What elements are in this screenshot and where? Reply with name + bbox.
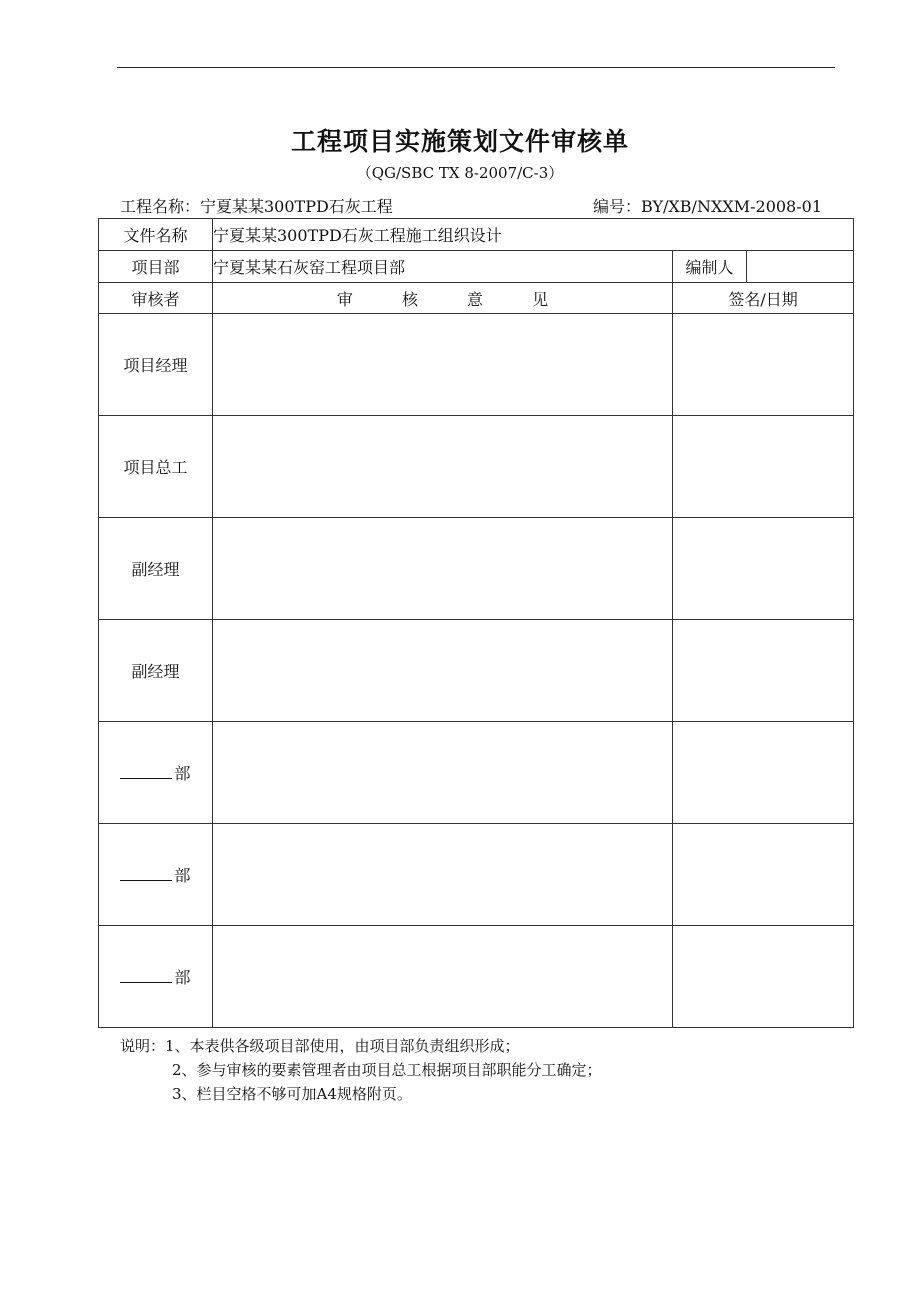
- review-row: [99, 620, 854, 722]
- review-form-table: [98, 218, 854, 1028]
- opinion-cell[interactable]: [213, 314, 673, 416]
- reviewer-label: 部: [174, 764, 191, 783]
- compiler-value[interactable]: [747, 251, 854, 283]
- opinion-cell[interactable]: [213, 722, 673, 824]
- reviewer-dept-cell: [99, 722, 213, 824]
- sign-date-cell[interactable]: [673, 620, 854, 722]
- dept-blank-line[interactable]: [120, 777, 172, 779]
- file-name-value[interactable]: 宁夏某某300TPD石灰工程施工组织设计: [213, 219, 854, 251]
- reviewer-label: 部: [174, 968, 191, 987]
- col-sign-header: 签名/日期: [673, 283, 854, 314]
- sign-date-cell[interactable]: [673, 518, 854, 620]
- opinion-cell[interactable]: [213, 620, 673, 722]
- sign-date-cell[interactable]: [673, 926, 854, 1028]
- dept-blank-line[interactable]: [120, 981, 172, 983]
- sign-date-cell[interactable]: [673, 824, 854, 926]
- dept-row: [99, 251, 854, 283]
- file-name-label: 文件名称: [99, 219, 213, 251]
- dept-value[interactable]: 宁夏某某石灰窑工程项目部: [213, 251, 673, 283]
- note-line: 3、栏目空格不够可加A4规格附页。: [172, 1085, 412, 1103]
- sign-date-cell[interactable]: [673, 416, 854, 518]
- reviewer-label: 项目经理: [99, 314, 213, 416]
- reviewer-label: 副经理: [99, 620, 213, 722]
- header-row: [99, 283, 854, 314]
- opinion-cell[interactable]: [213, 824, 673, 926]
- project-name: 工程名称：宁夏某某300TPD石灰工程: [120, 197, 393, 216]
- note-line: 2、参与审核的要素管理者由项目总工根据项目部职能分工确定；: [172, 1061, 602, 1079]
- reviewer-label: 副经理: [99, 518, 213, 620]
- page-title: 工程项目实施策划文件审核单: [290, 127, 629, 156]
- top-rule: [117, 67, 835, 68]
- sign-date-cell[interactable]: [673, 722, 854, 824]
- dept-label: 项目部: [99, 251, 213, 283]
- note-line: 说明：1、本表供各级项目部使用，由项目部负责组织形成；: [120, 1037, 520, 1055]
- col-reviewer-header: 审核者: [99, 283, 213, 314]
- opinion-cell[interactable]: [213, 926, 673, 1028]
- document-number: 编号：BY/XB/NXXM-2008-01: [592, 197, 822, 216]
- review-row: [99, 722, 854, 824]
- file-name-row: [99, 219, 854, 251]
- review-row: [99, 416, 854, 518]
- reviewer-dept-cell: [99, 824, 213, 926]
- compiler-label: 编制人: [673, 251, 747, 283]
- notes: [120, 1034, 602, 1106]
- reviewer-label: 项目总工: [99, 416, 213, 518]
- review-row: [99, 824, 854, 926]
- col-opinion-header: [213, 283, 673, 314]
- reviewer-dept-cell: [99, 926, 213, 1028]
- sign-date-cell[interactable]: [673, 314, 854, 416]
- opinion-cell[interactable]: [213, 518, 673, 620]
- dept-blank-line[interactable]: [120, 879, 172, 881]
- document-code: （QG/SBC TX 8-2007/C-3）: [356, 164, 564, 182]
- review-row: [99, 518, 854, 620]
- opinion-cell[interactable]: [213, 416, 673, 518]
- review-row: [99, 314, 854, 416]
- reviewer-label: 部: [174, 866, 191, 885]
- col-opinion-label: 审 核 意 见: [336, 289, 571, 309]
- review-row: [99, 926, 854, 1028]
